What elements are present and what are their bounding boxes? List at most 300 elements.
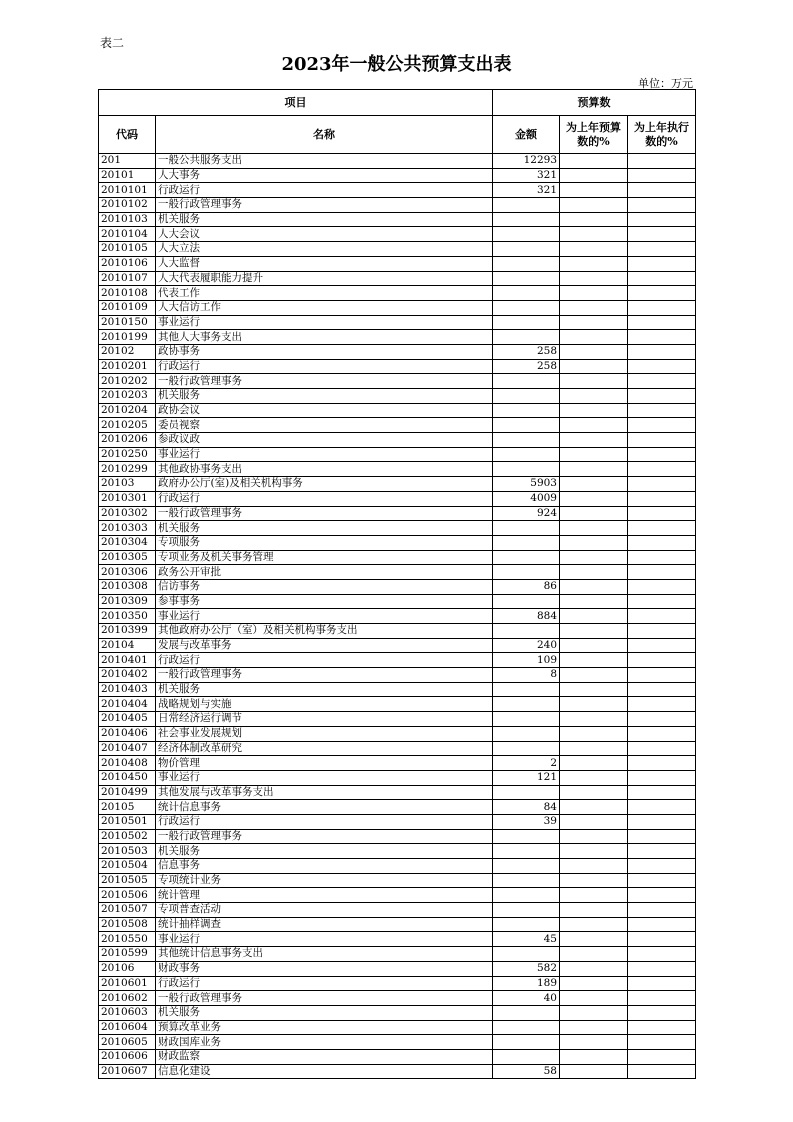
row-prev-exec-pct [628,535,696,550]
table-row [99,183,696,198]
row-name: 财政事务 [156,961,493,976]
row-prev-budget-pct [560,1020,628,1035]
header-amount: 金额 [493,116,560,154]
row-name: 人大监督 [156,256,493,271]
row-prev-budget-pct [560,491,628,506]
row-name: 其他统计信息事务支出 [156,947,493,962]
row-amount [493,624,560,639]
table-row [99,154,696,169]
row-prev-exec-pct [628,300,696,315]
row-name: 信息化建设 [156,1064,493,1079]
row-amount: 8 [493,668,560,683]
row-code: 2010205 [99,418,156,433]
row-amount [493,198,560,213]
row-prev-exec-pct [628,932,696,947]
row-code: 2010601 [99,976,156,991]
row-prev-exec-pct [628,462,696,477]
row-prev-budget-pct [560,668,628,683]
unit-label: 单位：万元 [638,77,693,90]
row-amount: 39 [493,814,560,829]
row-amount [493,1005,560,1020]
row-amount [493,315,560,330]
row-amount [493,374,560,389]
row-name: 行政运行 [156,491,493,506]
row-prev-exec-pct [628,344,696,359]
row-amount [493,330,560,345]
header-prev-exec-pct: 为上年执行数的% [628,116,696,154]
row-name: 机关服务 [156,389,493,404]
row-name: 机关服务 [156,212,493,227]
row-code: 2010507 [99,903,156,918]
row-prev-exec-pct [628,1035,696,1050]
table-row [99,344,696,359]
row-amount [493,403,560,418]
row-code: 2010499 [99,785,156,800]
row-prev-exec-pct [628,991,696,1006]
row-name: 事业运行 [156,447,493,462]
row-code: 2010505 [99,873,156,888]
row-code: 2010506 [99,888,156,903]
row-code: 2010107 [99,271,156,286]
table-row [99,991,696,1006]
row-name: 机关服务 [156,844,493,859]
row-prev-budget-pct [560,594,628,609]
row-code: 2010306 [99,565,156,580]
row-prev-budget-pct [560,183,628,198]
row-name: 预算改革业务 [156,1020,493,1035]
row-prev-budget-pct [560,785,628,800]
row-amount [493,389,560,404]
row-code: 2010504 [99,859,156,874]
row-name: 一般行政管理事务 [156,991,493,1006]
row-amount: 189 [493,976,560,991]
table-row [99,433,696,448]
row-code: 2010150 [99,315,156,330]
row-prev-exec-pct [628,903,696,918]
table-row [99,403,696,418]
table-row [99,756,696,771]
row-code: 2010602 [99,991,156,1006]
row-name: 参事事务 [156,594,493,609]
row-prev-exec-pct [628,873,696,888]
row-code: 20103 [99,477,156,492]
row-amount [493,903,560,918]
table-row [99,668,696,683]
row-prev-budget-pct [560,550,628,565]
row-code: 2010407 [99,741,156,756]
row-code: 2010304 [99,535,156,550]
row-name: 其他政协事务支出 [156,462,493,477]
row-amount: 321 [493,183,560,198]
row-prev-exec-pct [628,609,696,624]
row-code: 2010204 [99,403,156,418]
row-prev-budget-pct [560,198,628,213]
row-code: 2010206 [99,433,156,448]
header-project: 项目 [99,90,493,116]
row-name: 事业运行 [156,770,493,785]
row-amount: 45 [493,932,560,947]
row-name: 机关服务 [156,1005,493,1020]
row-name: 统计管理 [156,888,493,903]
row-prev-exec-pct [628,154,696,169]
row-prev-exec-pct [628,961,696,976]
row-name: 一般行政管理事务 [156,506,493,521]
row-amount [493,550,560,565]
table-row [99,1035,696,1050]
row-amount: 2 [493,756,560,771]
row-prev-exec-pct [628,242,696,257]
table-row [99,873,696,888]
table-row [99,315,696,330]
row-code: 2010309 [99,594,156,609]
row-amount [493,300,560,315]
row-name: 参政议政 [156,433,493,448]
row-name: 事业运行 [156,609,493,624]
row-prev-exec-pct [628,477,696,492]
row-prev-exec-pct [628,227,696,242]
row-prev-exec-pct [628,697,696,712]
row-prev-exec-pct [628,403,696,418]
row-prev-exec-pct [628,212,696,227]
table-row [99,374,696,389]
row-amount: 12293 [493,154,560,169]
row-name: 发展与改革事务 [156,638,493,653]
row-amount: 258 [493,344,560,359]
row-code: 2010501 [99,814,156,829]
row-amount [493,433,560,448]
row-name: 代表工作 [156,286,493,301]
table-row [99,477,696,492]
row-name: 人大代表履职能力提升 [156,271,493,286]
row-name: 一般行政管理事务 [156,829,493,844]
row-prev-exec-pct [628,770,696,785]
table-row [99,565,696,580]
row-name: 行政运行 [156,814,493,829]
row-code: 2010550 [99,932,156,947]
table-row [99,726,696,741]
row-name: 委员视察 [156,418,493,433]
row-prev-exec-pct [628,682,696,697]
row-name: 事业运行 [156,315,493,330]
row-name: 社会事业发展规划 [156,726,493,741]
row-prev-exec-pct [628,491,696,506]
row-prev-budget-pct [560,976,628,991]
row-name: 人大会议 [156,227,493,242]
row-prev-budget-pct [560,624,628,639]
row-code: 20104 [99,638,156,653]
row-prev-budget-pct [560,506,628,521]
row-prev-exec-pct [628,785,696,800]
row-prev-budget-pct [560,844,628,859]
row-amount [493,741,560,756]
row-amount [493,726,560,741]
row-name: 人大信访工作 [156,300,493,315]
row-prev-exec-pct [628,506,696,521]
row-amount [493,888,560,903]
table-row [99,682,696,697]
row-name: 战略规划与实施 [156,697,493,712]
row-amount: 884 [493,609,560,624]
row-prev-exec-pct [628,418,696,433]
row-prev-budget-pct [560,712,628,727]
row-name: 物价管理 [156,756,493,771]
table-body [99,154,696,1079]
row-name: 财政国库业务 [156,1035,493,1050]
row-name: 政府办公厅(室)及相关机构事务 [156,477,493,492]
row-code: 2010604 [99,1020,156,1035]
row-code: 2010508 [99,917,156,932]
table-row [99,1020,696,1035]
row-prev-exec-pct [628,447,696,462]
row-code: 2010301 [99,491,156,506]
row-code: 2010606 [99,1049,156,1064]
row-code: 2010599 [99,947,156,962]
row-name: 一般公共服务支出 [156,154,493,169]
table-row [99,829,696,844]
row-prev-budget-pct [560,932,628,947]
table-row [99,785,696,800]
row-prev-budget-pct [560,814,628,829]
row-prev-budget-pct [560,991,628,1006]
table-row [99,638,696,653]
row-prev-exec-pct [628,579,696,594]
row-prev-exec-pct [628,859,696,874]
row-amount [493,1049,560,1064]
row-name: 其他发展与改革事务支出 [156,785,493,800]
row-prev-budget-pct [560,300,628,315]
header-budget: 预算数 [493,90,696,116]
row-prev-exec-pct [628,565,696,580]
row-prev-exec-pct [628,638,696,653]
row-amount [493,829,560,844]
row-prev-exec-pct [628,183,696,198]
budget-table [98,89,696,1079]
table-row [99,521,696,536]
row-prev-exec-pct [628,359,696,374]
row-amount [493,286,560,301]
row-prev-budget-pct [560,947,628,962]
row-prev-budget-pct [560,535,628,550]
row-prev-budget-pct [560,903,628,918]
row-prev-exec-pct [628,844,696,859]
row-prev-exec-pct [628,1005,696,1020]
row-code: 2010403 [99,682,156,697]
row-amount [493,242,560,257]
row-amount: 4009 [493,491,560,506]
table-row [99,330,696,345]
row-code: 2010408 [99,756,156,771]
row-prev-exec-pct [628,814,696,829]
row-prev-budget-pct [560,403,628,418]
row-name: 一般行政管理事务 [156,374,493,389]
row-code: 2010203 [99,389,156,404]
row-amount [493,844,560,859]
row-prev-exec-pct [628,271,696,286]
row-prev-budget-pct [560,447,628,462]
table-row [99,168,696,183]
row-name: 政协事务 [156,344,493,359]
row-amount [493,418,560,433]
row-code: 2010305 [99,550,156,565]
row-prev-budget-pct [560,271,628,286]
table-row [99,741,696,756]
row-code: 2010350 [99,609,156,624]
table-row [99,1064,696,1079]
row-name: 专项业务及机关事务管理 [156,550,493,565]
row-code: 2010405 [99,712,156,727]
row-prev-exec-pct [628,653,696,668]
row-name: 统计信息事务 [156,800,493,815]
row-code: 201 [99,154,156,169]
row-prev-exec-pct [628,1020,696,1035]
row-amount [493,917,560,932]
row-code: 2010502 [99,829,156,844]
row-code: 2010106 [99,256,156,271]
row-amount [493,947,560,962]
row-code: 2010109 [99,300,156,315]
row-prev-exec-pct [628,917,696,932]
row-code: 2010607 [99,1064,156,1079]
row-name: 政务公开审批 [156,565,493,580]
table-row [99,271,696,286]
row-amount: 240 [493,638,560,653]
row-amount: 258 [493,359,560,374]
table-row [99,212,696,227]
row-prev-budget-pct [560,1035,628,1050]
row-prev-exec-pct [628,168,696,183]
row-amount [493,1035,560,1050]
row-prev-exec-pct [628,1064,696,1079]
header-row-columns [99,116,696,154]
table-row [99,359,696,374]
table-row [99,770,696,785]
row-amount: 84 [493,800,560,815]
table-row [99,697,696,712]
row-amount [493,462,560,477]
row-amount [493,256,560,271]
row-amount: 5903 [493,477,560,492]
row-amount [493,271,560,286]
row-amount: 321 [493,168,560,183]
row-name: 经济体制改革研究 [156,741,493,756]
row-prev-exec-pct [628,286,696,301]
row-name: 日常经济运行调节 [156,712,493,727]
row-amount: 40 [493,991,560,1006]
row-prev-exec-pct [628,829,696,844]
row-code: 2010503 [99,844,156,859]
table-row [99,917,696,932]
row-prev-budget-pct [560,609,628,624]
row-amount [493,697,560,712]
row-code: 2010202 [99,374,156,389]
row-amount [493,682,560,697]
table-row [99,462,696,477]
row-prev-budget-pct [560,359,628,374]
row-code: 2010302 [99,506,156,521]
row-prev-exec-pct [628,888,696,903]
row-prev-exec-pct [628,256,696,271]
table-row [99,579,696,594]
row-prev-budget-pct [560,829,628,844]
row-name: 信访事务 [156,579,493,594]
row-prev-budget-pct [560,433,628,448]
row-amount: 86 [493,579,560,594]
row-prev-budget-pct [560,961,628,976]
table-row [99,903,696,918]
table-number-label: 表二 [100,36,125,50]
row-code: 2010105 [99,242,156,257]
row-prev-exec-pct [628,756,696,771]
row-amount: 121 [493,770,560,785]
row-name: 统计抽样调查 [156,917,493,932]
row-prev-exec-pct [628,330,696,345]
row-code: 2010303 [99,521,156,536]
row-amount [493,212,560,227]
row-code: 20106 [99,961,156,976]
header-code: 代码 [99,116,156,154]
row-prev-budget-pct [560,653,628,668]
table-row [99,227,696,242]
row-prev-exec-pct [628,198,696,213]
row-prev-budget-pct [560,477,628,492]
table-row [99,594,696,609]
row-name: 财政监察 [156,1049,493,1064]
row-prev-budget-pct [560,418,628,433]
row-amount: 58 [493,1064,560,1079]
row-name: 行政运行 [156,359,493,374]
row-prev-budget-pct [560,256,628,271]
table-row [99,1005,696,1020]
row-prev-budget-pct [560,1049,628,1064]
row-prev-exec-pct [628,374,696,389]
row-prev-budget-pct [560,682,628,697]
row-prev-exec-pct [628,800,696,815]
row-amount [493,873,560,888]
table-row [99,491,696,506]
row-name: 人大事务 [156,168,493,183]
row-prev-budget-pct [560,565,628,580]
row-prev-exec-pct [628,1049,696,1064]
table-row [99,976,696,991]
row-prev-budget-pct [560,389,628,404]
row-name: 行政运行 [156,653,493,668]
row-prev-exec-pct [628,521,696,536]
row-code: 2010201 [99,359,156,374]
row-name: 一般行政管理事务 [156,668,493,683]
row-prev-budget-pct [560,521,628,536]
row-prev-budget-pct [560,888,628,903]
table-row [99,418,696,433]
row-prev-budget-pct [560,344,628,359]
row-name: 机关服务 [156,682,493,697]
row-prev-budget-pct [560,726,628,741]
row-prev-budget-pct [560,1005,628,1020]
table-row [99,844,696,859]
row-amount [493,859,560,874]
row-prev-budget-pct [560,1064,628,1079]
row-prev-budget-pct [560,227,628,242]
row-prev-budget-pct [560,242,628,257]
row-name: 信息事务 [156,859,493,874]
row-prev-exec-pct [628,433,696,448]
row-code: 2010102 [99,198,156,213]
row-amount [493,594,560,609]
row-code: 2010299 [99,462,156,477]
row-code: 20101 [99,168,156,183]
row-prev-exec-pct [628,550,696,565]
table-row [99,1049,696,1064]
row-prev-budget-pct [560,154,628,169]
